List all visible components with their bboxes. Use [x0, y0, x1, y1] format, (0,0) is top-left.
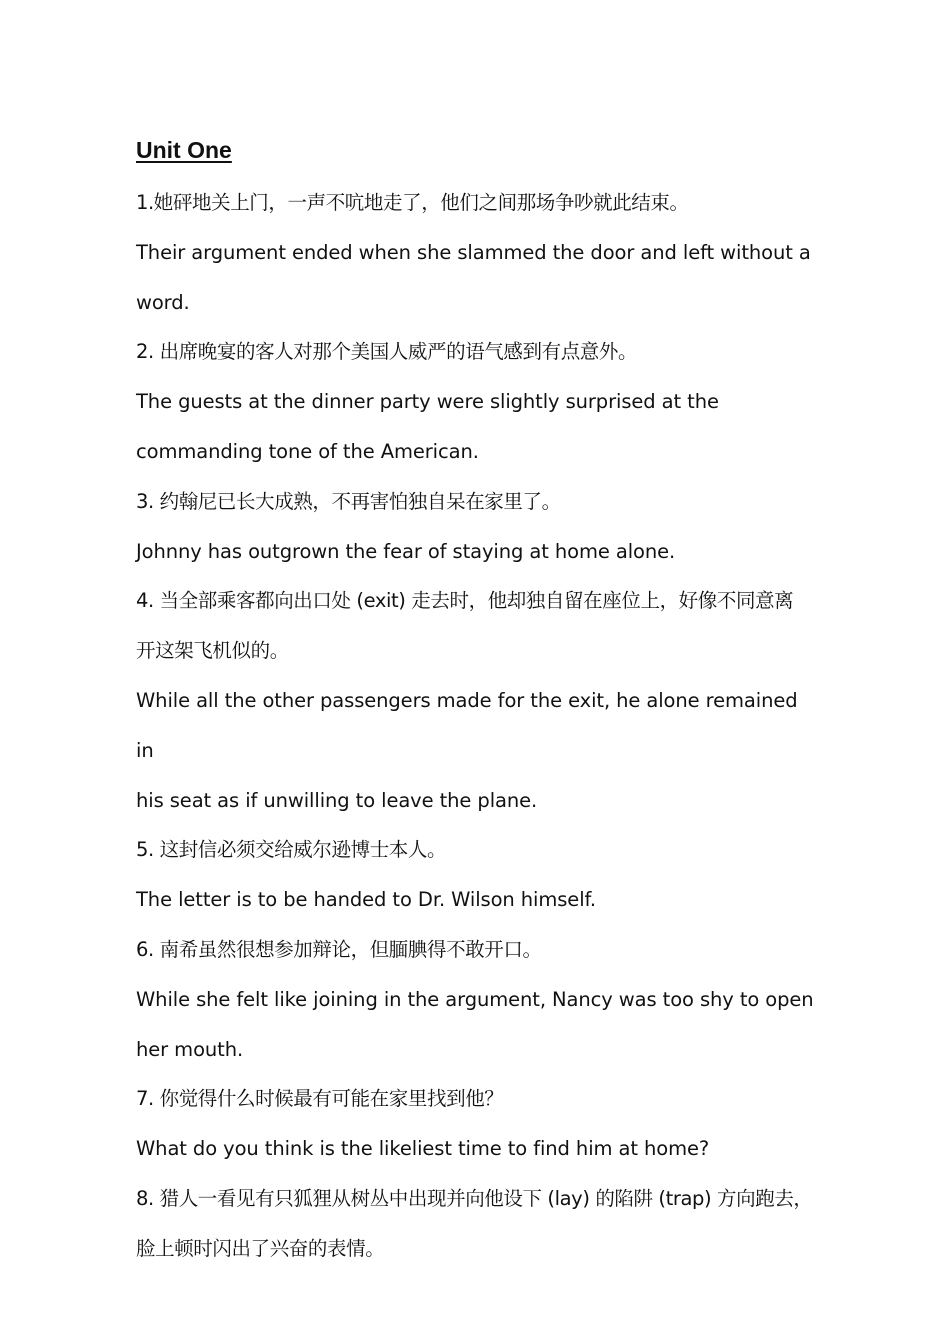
item-6-english-line-2: her mouth. — [136, 1037, 244, 1061]
item-2-chinese: 2. 出席晚宴的客人对那个美国人威严的语气感到有点意外。 — [136, 340, 638, 364]
item-2-english-line-1: The guests at the dinner party were slightly surprised at the — [136, 390, 719, 414]
item-1-english-line-2: word. — [136, 290, 190, 314]
document-page — [136, 128, 816, 1274]
item-1-chinese: 1.她砰地关上门，一声不吭地走了，他们之间那场争吵就此结束。 — [136, 191, 689, 214]
item-7-chinese: 7. 你觉得什么时候最有可能在家里找到他？ — [136, 1087, 504, 1111]
item-6-chinese: 6. 南希虽然很想参加辩论，但腼腆得不敢开口。 — [136, 937, 542, 961]
item-7-english-line-1: What do you think is the likeliest time to find him at home? — [136, 1137, 710, 1161]
item-5-chinese: 5. 这封信必须交给威尔逊博士本人。 — [136, 838, 447, 862]
unit-title: Unit One — [136, 137, 232, 163]
item-4-english-line-2: his seat as if unwilling to leave the plane. — [136, 788, 538, 812]
item-1-english-line-1: Their argument ended when she slammed the door and left without a — [136, 240, 811, 264]
item-5-english-line-1: The letter is to be handed to Dr. Wilson himself. — [136, 888, 596, 912]
item-2-english-line-2: commanding tone of the American. — [136, 439, 479, 463]
item-6-english-line-1: While she felt like joining in the argument, Nancy was too shy to open — [136, 987, 814, 1011]
item-8-chinese-line-1: 8. 猎人一看见有只狐狸从树丛中出现并向他设下 (lay) 的陷阱 (trap) 方向跑去， — [136, 1186, 813, 1210]
item-8-chinese-line-2: 脸上顿时闪出了兴奋的表情。 — [136, 1236, 385, 1260]
item-3-english-line-1: Johnny has outgrown the fear of staying at home alone. — [136, 539, 676, 563]
item-4-chinese-line-1: 4. 当全部乘客都向出口处 (exit) 走去时，他却独自留在座位上，好像不同意离 — [136, 589, 794, 613]
item-4-english-line-1: While all the other passengers made for the exit, he alone remained in — [136, 688, 798, 762]
item-3-chinese: 3. 约翰尼已长大成熟，不再害怕独自呆在家里了。 — [136, 489, 561, 513]
item-4-chinese-line-2: 开这架飞机似的。 — [136, 639, 289, 663]
